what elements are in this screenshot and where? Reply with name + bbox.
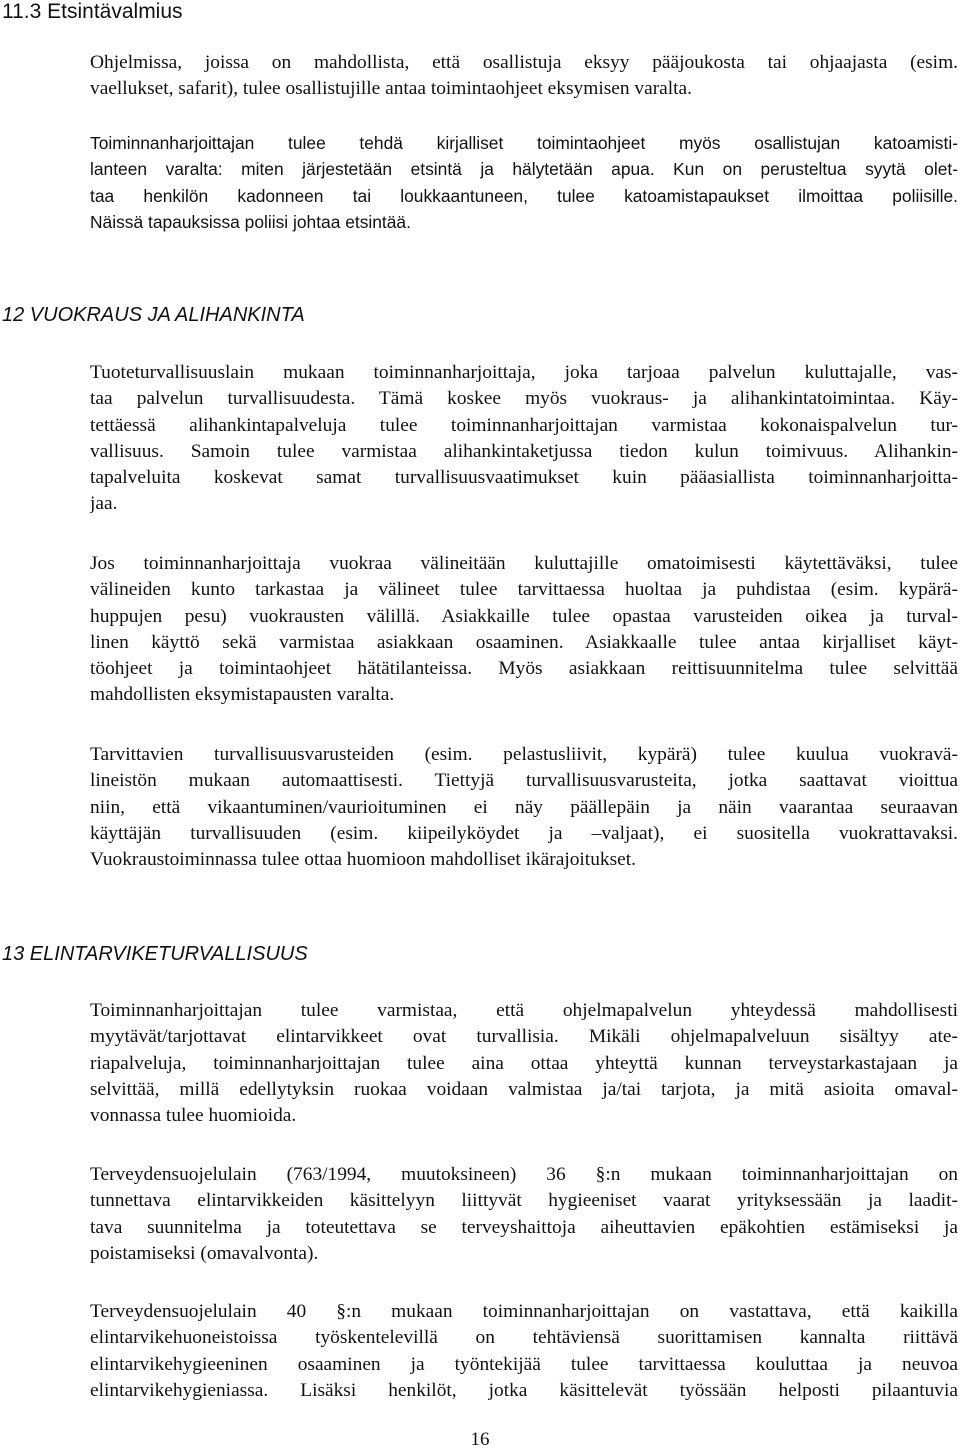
paragraph <box>90 1162 958 1267</box>
paragraph <box>90 998 958 1129</box>
text-line: vaellukset, safarit), tulee osallistujille antaa toimintaohjeet eksymisen varalta. <box>90 78 692 100</box>
page-number: 16 <box>470 1429 490 1450</box>
text-line: vallisuus. Samoin tulee varmistaa alihankintaketjussa tiedon kulun toimivuus. Alihankin- <box>90 440 958 462</box>
text-line: taa palvelun turvallisuudesta. Tämä koskee myös vuokraus- ja alihankintatoimintaa. Käy- <box>90 388 958 410</box>
section-heading-11-3: 11.3 Etsintävalmius <box>2 0 183 23</box>
text-line: poistamiseksi (omavalvonta). <box>90 1242 319 1264</box>
paragraph <box>90 742 958 873</box>
text-line: Toiminnanharjoittajan tulee tehdä kirjalliset toimintaohjeet myös osallistujan katoamisti- <box>90 133 958 153</box>
text-line: Toiminnanharjoittajan tulee varmistaa, että ohjelmapalvelun yhteydessä mahdollisesti <box>90 1000 958 1021</box>
paragraph <box>90 50 958 103</box>
paragraph <box>90 130 958 235</box>
text-line: välineiden kunto tarkastaa ja välineet tulee tarvittaessa huoltaa ja puhdistaa (esim. kypärä- <box>90 579 958 601</box>
text-line: Jos toiminnanharjoittaja vuokraa välineitään kuluttajille omatoimisesti käytettäväksi, tulee <box>90 553 958 574</box>
text-line: Tarvittavien turvallisuusvarusteiden (esim. pelastusliivit, kypärä) tulee kuulua vuokravä- <box>90 744 958 765</box>
text-line: Terveydensuojelulain 40 §:n mukaan toiminnanharjoittajan on vastattava, että kaikilla <box>90 1301 958 1322</box>
text-line: lanteen varalta: miten järjestetään etsintä ja hälytetään apua. Kun on perusteltua syytä olet- <box>90 159 958 180</box>
text-line: käyttäjän turvallisuuden (esim. kiipeilyköydet ja –valjaat), ei suositella vuokrattavaksi. <box>90 822 958 844</box>
paragraph <box>90 1299 958 1404</box>
text-line: Ohjelmissa, joissa on mahdollista, että osallistuja eksyy pääjoukosta tai ohjaajasta (esim. <box>90 52 958 73</box>
text-line: myytävät/tarjottavat elintarvikkeet ovat turvallisia. Mikäli ohjelmapalveluun sisältyy ate- <box>90 1026 958 1048</box>
text-line: lineistön mukaan automaattisesti. Tiettyjä turvallisuusvarusteita, jotka saattavat vioittua <box>90 770 958 792</box>
text-line: Näissä tapauksissa poliisi johtaa etsintää. <box>90 211 411 232</box>
section-heading-12: 12 VUOKRAUS JA ALIHANKINTA <box>2 304 305 326</box>
paragraph <box>90 360 958 518</box>
text-line: jaa. <box>90 493 118 515</box>
text-line: tunnettava elintarvikkeiden käsittelyyn liittyvät hygieeniset vaarat yrityksessään ja laadit- <box>90 1190 958 1212</box>
text-line: tapalveluita koskevat samat turvallisuusvaatimukset kuin pääasiallista toiminnanharjoitta- <box>90 467 958 489</box>
text-line: töohjeet ja toimintaohjeet hätätilanteissa. Myös asiakkaan reittisuunnitelma tulee selvittää <box>90 658 958 680</box>
text-line: elintarvikehygieeninen osaaminen ja työntekijää tulee tarvittaessa kouluttaa ja neuvoa <box>90 1353 958 1375</box>
text-line: huppujen pesu) vuokrausten välillä. Asiakkaille tulee opastaa varusteiden oikea ja turval- <box>90 605 958 627</box>
paragraph <box>90 551 958 709</box>
text-line: niin, että vikaantuminen/vaurioituminen ei näy päällepäin ja näin vaarantaa seuraavan <box>90 796 958 818</box>
text-line: riapalveluja, toiminnanharjoittajan tulee aina ottaa yhteyttä kunnan terveystarkastajaan ja <box>90 1052 958 1074</box>
text-line: tava suunnitelma ja toteutettava se terveyshaittoja aiheuttavien epäkohtien estämiseksi ja <box>90 1216 958 1238</box>
text-line: Tuoteturvallisuuslain mukaan toiminnanharjoittaja, joka tarjoaa palvelun kuluttajalle, vas- <box>90 362 958 383</box>
text-line: taa henkilön kadonneen tai loukkaantuneen, tulee katoamistapaukset ilmoittaa poliisille. <box>90 185 958 206</box>
text-line: elintarvikehygieniassa. Lisäksi henkilöt, jotka käsittelevät työssään helposti pilaantuvia <box>90 1379 958 1401</box>
text-line: Vuokraustoiminnassa tulee ottaa huomioon mahdolliset ikärajoitukset. <box>90 849 636 871</box>
section-heading-13: 13 ELINTARVIKETURVALLISUUS <box>2 943 308 965</box>
text-line: linen käyttö sekä varmistaa asiakkaan osaaminen. Asiakkaalle tulee antaa kirjalliset käyt- <box>90 631 958 653</box>
text-line: selvittää, millä edellytyksin ruokaa voidaan valmistaa ja/tai tarjota, ja mitä asioita omaval- <box>90 1078 958 1100</box>
text-line: mahdollisten eksymistapausten varalta. <box>90 684 395 706</box>
text-line: Terveydensuojelulain (763/1994, muutoksineen) 36 §:n mukaan toiminnanharjoittajan on <box>90 1164 958 1185</box>
text-line: tettäessä alihankintapalveluja tulee toiminnanharjoittajan varmistaa kokonaispalvelun tur- <box>90 414 958 436</box>
text-line: elintarvikehuoneistoissa työskentelevillä on tehtäviensä suorittamisen kannalta riittävä <box>90 1327 958 1349</box>
text-line: vonnassa tulee huomioida. <box>90 1105 297 1127</box>
